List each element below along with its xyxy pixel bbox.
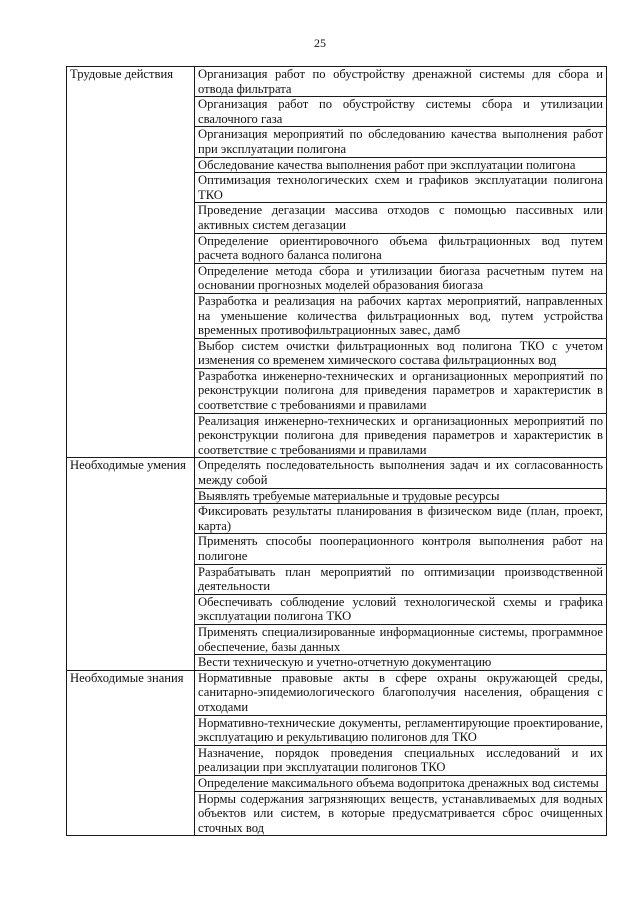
- table-cell-item: Применять специализированные информационные системы, программное обеспечение, базы данных: [195, 624, 607, 654]
- table-cell-item: Назначение, порядок проведения специальных исследований и их реализации при эксплуатации полигонов ТКО: [195, 745, 607, 775]
- qualification-table-body: [67, 67, 607, 836]
- table-row: [67, 67, 607, 97]
- table-cell-item: Обеспечивать соблюдение условий технологической схемы и графика эксплуатации полигона ТКО: [195, 594, 607, 624]
- table-cell-item: Фиксировать результаты планирования в физическом виде (план, проект, карта): [195, 504, 607, 534]
- table-cell-item: Организация работ по обустройству дренажной системы для сбора и отвода фильтрата: [195, 67, 607, 97]
- page-number: 25: [314, 36, 326, 50]
- table-row: [67, 670, 607, 715]
- table-cell-item: Определять последовательность выполнения задач и их согласованность между собой: [195, 458, 607, 488]
- table-cell-item: Проведение дегазации массива отходов с помощью пассивных или активных систем дегазации: [195, 203, 607, 233]
- table-cell-item: Определение метода сбора и утилизации биогаза расчетным путем на основании прогнозных моделей образования биогаза: [195, 263, 607, 293]
- table-cell-item: Выбор систем очистки фильтрационных вод полигона ТКО с учетом изменения со временем химического состава фильтрационных вод: [195, 338, 607, 368]
- table-cell-item: Определение ориентировочного объема фильтрационных вод путем расчета водного баланса полигона: [195, 233, 607, 263]
- table-cell-item: Применять способы пооперационного контроля выполнения работ на полигоне: [195, 534, 607, 564]
- section-label: Трудовые действия: [67, 67, 195, 458]
- section-label: Необходимые умения: [67, 458, 195, 670]
- table-cell-item: Организация мероприятий по обследованию качества выполнения работ при эксплуатации полигона: [195, 127, 607, 157]
- table-row: [67, 458, 607, 488]
- table-cell-item: Организация работ по обустройству системы сбора и утилизации свалочного газа: [195, 97, 607, 127]
- table-cell-item: Разработка инженерно-технических и организационных мероприятий по реконструкции полигона для приведения параметров и характеристик в соответствие с требованиями и правилами: [195, 368, 607, 413]
- table-cell-item: Нормативные правовые акты в сфере охраны окружающей среды, санитарно-эпидемиологического благополучия населения, обращения с отходами: [195, 670, 607, 715]
- table-cell-item: Выявлять требуемые материальные и трудовые ресурсы: [195, 488, 607, 504]
- table-cell-item: Нормы содержания загрязняющих веществ, устанавливаемых для водных объектов или систем, в которые предусматривается сброс очищенных сточных вод: [195, 791, 607, 836]
- table-cell-item: Разрабатывать план мероприятий по оптимизации производственной деятельности: [195, 564, 607, 594]
- table-cell-item: Вести техническую и учетно-отчетную документацию: [195, 655, 607, 671]
- qualification-table: [66, 66, 607, 836]
- table-cell-item: Оптимизация технологических схем и графиков эксплуатации полигона ТКО: [195, 173, 607, 203]
- table-cell-item: Обследование качества выполнения работ при эксплуатации полигона: [195, 157, 607, 173]
- section-label: Необходимые знания: [67, 670, 195, 836]
- table-cell-item: Определение максимального объема водопритока дренажных вод системы: [195, 775, 607, 791]
- table-cell-item: Реализация инженерно-технических и организационных мероприятий по реконструкции полигона для приведения параметров и характеристик в соответствие с требованиями и правилами: [195, 413, 607, 458]
- table-cell-item: Разработка и реализация на рабочих картах мероприятий, направленных на уменьшение количества фильтрационных вод, путем устройства временных противофильтрационных завес, дамб: [195, 293, 607, 338]
- table-cell-item: Нормативно-технические документы, регламентирующие проектирование, эксплуатацию и рекультивацию полигонов для ТКО: [195, 715, 607, 745]
